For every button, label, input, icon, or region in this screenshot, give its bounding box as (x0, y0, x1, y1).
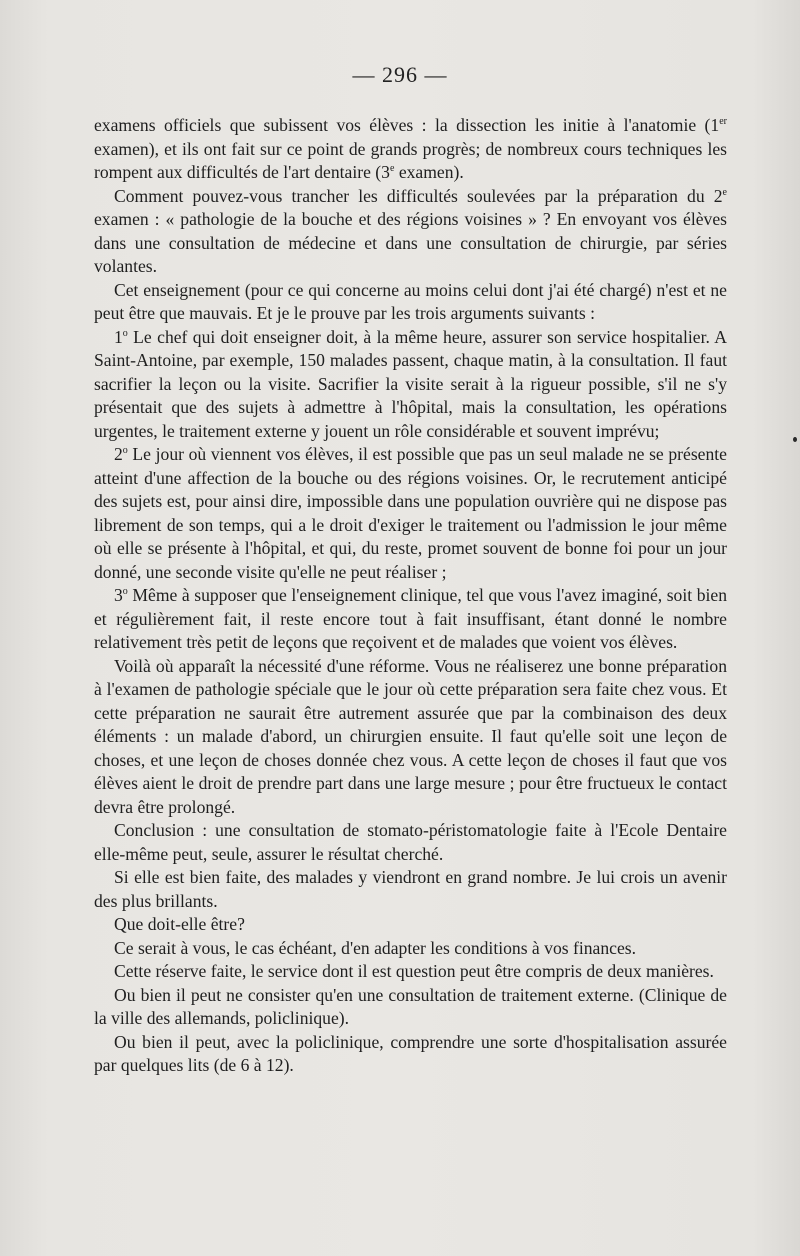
paragraph-option-1: Ou bien il peut ne consister qu'en une consultation de traitement externe. (Clinique de la ville des allemands, policlinique). (94, 984, 727, 1028)
body-text (94, 114, 727, 1078)
paragraph-question: Que doit-elle être? (114, 914, 245, 934)
paragraph-conclusion: Conclusion : une consultation de stomato-péristomatologie faite à l'Ecole Dentaire elle-même peut, seule, assurer le résultat cherché. (94, 820, 727, 864)
paragraph-finances: Ce serait à vous, le cas échéant, d'en adapter les conditions à vos finances. (114, 937, 636, 958)
paragraph-argument-2: 2$^o$ Le jour où viennent vos élèves, il est possible que pas un seul malade ne se présente atteint d'une affection de la bouche ou des régions voisines. Or, le recrutement anticipé des sujets est, pour ainsi dire, impossible dans une population ouvrière qui ne dispose pas librement de son temps, qui a le droit d'exiger le traitement ou l'admission le jour même où elle se présente à l'hôpital, et qui, du reste, promet souvent de bonne foi pour un jour donné, une seconde visite qu'elle ne peut réaliser ; (94, 444, 727, 582)
paragraph-arguments-intro: Cet enseignement (pour ce qui concerne au moins celui dont j'ai été chargé) n'est et ne peut être que mauvais. Et je le prouve par les trois arguments suivants : (94, 279, 727, 323)
paragraph-argument-3: 3$^o$ Même à supposer que l'enseignement clinique, tel que vous l'avez imaginé, soit bien et régulièrement fait, il reste encore tout à fait insuffisant, étant donné le nombre relativement très petit de leçons que reçoivent et de malades que voient vos élèves. (94, 585, 727, 652)
paragraph-reform: Voilà où apparaît la nécessité d'une réforme. Vous ne réaliserez une bonne préparation à l'examen de pathologie spéciale que le jour où cette préparation sera faite chez vous. Et cette préparation ne saurait être autrement assurée que par la combinaison des deux éléments : un malade d'abord, un chirurgien ensuite. Il faut qu'elle soit une leçon de choses, et une leçon de choses donnée chez vous. A cette leçon de choses il faut que vos élèves aient le droit de prendre part dans une large mesure ; pour être fructueux le contact devra être prolongé. (94, 655, 727, 817)
paragraph-continuation: examens officiels que subissent vos élèves : la dissection les initie à l'anatomie (1er examen), et ils ont fait sur ce point de grands progrès; de nombreux cours techniques les rompent aux difficultés de l'art dentaire (3e examen). (94, 115, 727, 182)
paragraph-future: Si elle est bien faite, des malades y viendront en grand nombre. Je lui crois un avenir des plus brillants. (94, 867, 727, 911)
paragraph-argument-1: 1$^o$ Le chef qui doit enseigner doit, à la même heure, assurer son service hospitalier. A Saint-Antoine, par exemple, 150 malades passent, chaque matin, à la consultation. Il faut sacrifier la leçon ou la visite. Sacrifier la visite serait à la rigueur possible, s'il ne s'y présentait que des sujets à admettre à l'hôpital, mais la consultation, les opérations urgentes, le traitement externe y jouent un rôle considérable et souvent imprévu; (94, 326, 727, 441)
paragraph-second-exam: Comment pouvez-vous trancher les difficultés soulevées par la préparation du 2e examen : « pathologie de la bouche et des régions voisines » ? En envoyant vos élèves dans une consultation de médecine et dans une consultation de chirurgie, par séries volantes. (94, 185, 727, 276)
paragraph-option-2: Ou bien il peut, avec la policlinique, comprendre une sorte d'hospitalisation assurée par quelques lits (de 6 à 12). (94, 1031, 727, 1075)
paragraph-two-ways: Cette réserve faite, le service dont il est question peut être compris de deux manières. (114, 961, 714, 981)
scan-speck (793, 437, 797, 442)
page-number: — 296 — (352, 62, 448, 87)
